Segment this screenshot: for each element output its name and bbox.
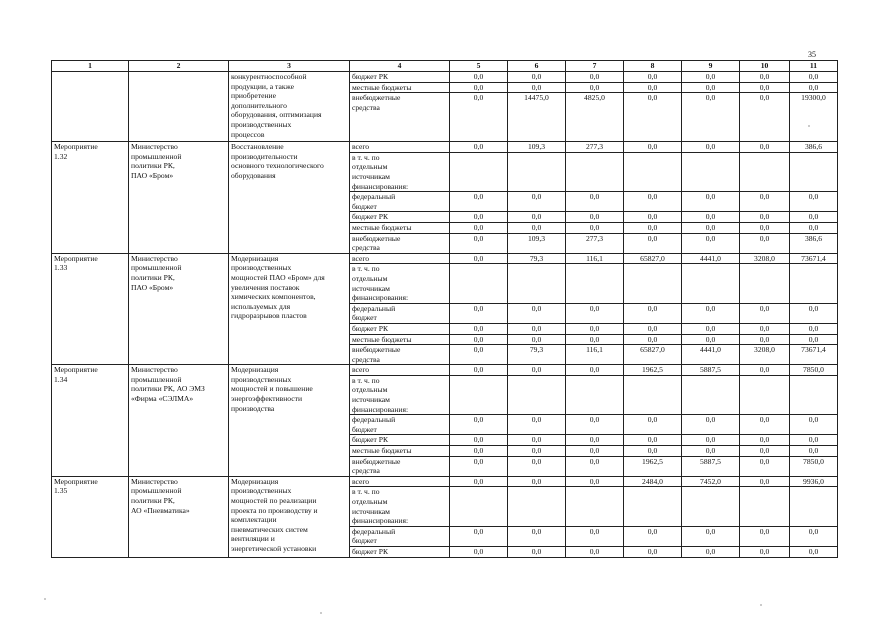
column-header: 6 [508,61,566,72]
amount-cell: 0,0 [740,72,790,83]
amount-cell: 0,0 [740,547,790,558]
scan-speck [320,612,322,614]
amount-cell: 0,0 [508,334,566,345]
measure-cell [52,72,129,142]
description-cell: Модернизация производственных мощностей по реализации проекта по производству и комплектации пневматических систем вентиляции и энергетической установки [229,476,350,557]
amount-cell: 0,0 [682,212,740,223]
funding-source-cell: внебюджетные средства [350,345,450,365]
column-header: 5 [450,61,508,72]
amount-cell [682,375,740,414]
amount-cell: 0,0 [566,222,624,233]
funding-source-cell: бюджет РК [350,435,450,446]
amount-cell [790,152,838,191]
amount-cell [508,487,566,526]
amount-cell: 0,0 [624,192,682,212]
amount-cell [508,152,566,191]
amount-cell: 0,0 [566,72,624,83]
amount-cell [450,152,508,191]
funding-source-cell: местные бюджеты [350,334,450,345]
amount-cell: 0,0 [450,72,508,83]
amount-cell: 5887,5 [682,365,740,376]
amount-cell [450,375,508,414]
amount-cell [508,375,566,414]
amount-cell: 0,0 [566,435,624,446]
amount-cell: 0,0 [508,435,566,446]
funding-source-cell: в т. ч. по отдельным источникам финансирования: [350,264,450,303]
amount-cell [682,152,740,191]
column-header: 10 [740,61,790,72]
amount-cell [566,264,624,303]
column-header: 9 [682,61,740,72]
amount-cell: 0,0 [450,456,508,476]
amount-cell: 0,0 [682,415,740,435]
funding-source-cell: в т. ч. по отдельным источникам финансирования: [350,375,450,414]
amount-cell: 0,0 [450,345,508,365]
funding-source-cell: федеральный бюджет [350,303,450,323]
amount-cell: 0,0 [740,415,790,435]
column-header: 3 [229,61,350,72]
amount-cell: 0,0 [682,192,740,212]
amount-cell: 0,0 [624,72,682,83]
amount-cell [450,487,508,526]
amount-cell: 0,0 [566,323,624,334]
amount-cell [740,152,790,191]
amount-cell: 0,0 [566,212,624,223]
amount-cell: 7850,0 [790,456,838,476]
amount-cell: 0,0 [682,142,740,153]
amount-cell: 0,0 [624,323,682,334]
amount-cell: 0,0 [740,303,790,323]
executor-cell: Министерство промышленной политики РК, АО «Пневматика» [129,476,229,557]
amount-cell: 0,0 [682,435,740,446]
amount-cell: 0,0 [566,446,624,457]
amount-cell: 14475,0 [508,93,566,142]
column-header: 11 [790,61,838,72]
measure-cell: Мероприятие 1.35 [52,476,129,557]
amount-cell: 1962,5 [624,365,682,376]
amount-cell: 4825,0 [566,93,624,142]
amount-cell: 5887,5 [682,456,740,476]
amount-cell: 0,0 [790,303,838,323]
amount-cell: 0,0 [450,476,508,487]
amount-cell: 0,0 [790,435,838,446]
amount-cell: 0,0 [450,93,508,142]
amount-cell: 0,0 [450,415,508,435]
funding-source-cell: местные бюджеты [350,446,450,457]
amount-cell [450,264,508,303]
amount-cell: 0,0 [624,93,682,142]
header-row [52,61,838,72]
amount-cell: 0,0 [566,82,624,93]
table-row [52,476,838,487]
amount-cell [790,375,838,414]
amount-cell: 0,0 [740,233,790,253]
funding-source-cell: бюджет РК [350,547,450,558]
amount-cell: 0,0 [508,212,566,223]
amount-cell: 0,0 [624,222,682,233]
amount-cell: 0,0 [508,365,566,376]
amount-cell: 73671,4 [790,253,838,264]
funding-source-cell: бюджет РК [350,323,450,334]
amount-cell: 0,0 [566,547,624,558]
amount-cell: 0,0 [508,415,566,435]
amount-cell: 0,0 [566,415,624,435]
funding-source-cell: в т. ч. по отдельным источникам финансирования: [350,152,450,191]
amount-cell: 0,0 [740,334,790,345]
amount-cell: 109,3 [508,233,566,253]
amount-cell: 0,0 [450,233,508,253]
amount-cell: 65827,0 [624,345,682,365]
amount-cell: 109,3 [508,142,566,153]
amount-cell: 0,0 [682,222,740,233]
amount-cell: 0,0 [740,323,790,334]
amount-cell: 79,3 [508,253,566,264]
amount-cell [740,264,790,303]
amount-cell [682,264,740,303]
amount-cell: 0,0 [450,446,508,457]
funding-source-cell: федеральный бюджет [350,192,450,212]
amount-cell: 0,0 [566,456,624,476]
amount-cell: 0,0 [624,303,682,323]
amount-cell: 277,3 [566,233,624,253]
table-row [52,72,838,83]
amount-cell: 65827,0 [624,253,682,264]
amount-cell: 79,3 [508,345,566,365]
amount-cell: 0,0 [740,476,790,487]
amount-cell: 0,0 [790,323,838,334]
amount-cell: 0,0 [740,435,790,446]
scan-speck [44,598,46,600]
amount-cell: 0,0 [450,142,508,153]
amount-cell: 0,0 [450,323,508,334]
amount-cell [624,487,682,526]
amount-cell: 0,0 [450,212,508,223]
column-header: 2 [129,61,229,72]
amount-cell: 1962,5 [624,456,682,476]
funding-source-cell: федеральный бюджет [350,526,450,546]
amount-cell: 7452,0 [682,476,740,487]
amount-cell: 2484,0 [624,476,682,487]
amount-cell [566,152,624,191]
amount-cell: 3208,0 [740,253,790,264]
amount-cell: 0,0 [566,476,624,487]
table-row [52,365,838,376]
amount-cell: 0,0 [450,192,508,212]
amount-cell: 0,0 [740,212,790,223]
amount-cell: 7850,0 [790,365,838,376]
amount-cell [624,264,682,303]
funding-source-cell: бюджет РК [350,72,450,83]
amount-cell: 0,0 [624,82,682,93]
amount-cell: 3208,0 [740,345,790,365]
amount-cell: 0,0 [566,526,624,546]
amount-cell: 0,0 [624,334,682,345]
amount-cell: 0,0 [508,222,566,233]
measure-cell: Мероприятие 1.34 [52,365,129,477]
amount-cell: 0,0 [508,82,566,93]
amount-cell: 386,6 [790,142,838,153]
amount-cell: 0,0 [682,72,740,83]
amount-cell: 0,0 [508,303,566,323]
amount-cell [624,375,682,414]
amount-cell: 9936,0 [790,476,838,487]
amount-cell [740,375,790,414]
amount-cell: 0,0 [624,547,682,558]
description-cell: Модернизация производственных мощностей и повышение энергоэффективности производства [229,365,350,477]
amount-cell: 4441,0 [682,345,740,365]
amount-cell: 0,0 [508,446,566,457]
amount-cell [682,487,740,526]
amount-cell: 73671,4 [790,345,838,365]
amount-cell: 0,0 [624,446,682,457]
funding-source-cell: в т. ч. по отдельным источникам финансирования: [350,487,450,526]
amount-cell: 0,0 [790,415,838,435]
scan-speck [760,604,762,606]
amount-cell: 0,0 [740,192,790,212]
amount-cell: 0,0 [740,365,790,376]
description-cell: Восстановление производительности основного технологического оборудования [229,142,350,254]
amount-cell: 0,0 [790,72,838,83]
funding-source-cell: внебюджетные средства [350,93,450,142]
measure-cell: Мероприятие 1.32 [52,142,129,254]
amount-cell: 0,0 [790,526,838,546]
table-row [52,253,838,264]
amount-cell: 0,0 [682,526,740,546]
amount-cell: 116,1 [566,345,624,365]
funding-source-cell: всего [350,142,450,153]
amount-cell: 19300,0 [790,93,838,142]
amount-cell: 0,0 [450,253,508,264]
description-cell: Модернизация производственных мощностей ПАО «Бром» для увеличения поставок химических компонентов, используемых для гидроразрывов пластов [229,253,350,365]
amount-cell: 0,0 [682,334,740,345]
amount-cell: 0,0 [624,233,682,253]
table-body [52,72,838,558]
amount-cell [624,152,682,191]
amount-cell: 0,0 [682,547,740,558]
funding-table [51,60,838,558]
column-header: 1 [52,61,129,72]
amount-cell: 0,0 [790,212,838,223]
description-cell: конкурентноспособной продукции, а также приобретение дополнительного оборудования, оптимизация производственных процессов [229,72,350,142]
amount-cell: 0,0 [450,82,508,93]
table-row [52,142,838,153]
amount-cell: 0,0 [624,435,682,446]
amount-cell: 386,6 [790,233,838,253]
amount-cell: 0,0 [566,303,624,323]
funding-source-cell: внебюджетные средства [350,233,450,253]
amount-cell: 0,0 [566,365,624,376]
funding-source-cell: всего [350,365,450,376]
amount-cell: 0,0 [624,526,682,546]
amount-cell: 0,0 [624,142,682,153]
amount-cell: 0,0 [790,222,838,233]
amount-cell [566,375,624,414]
funding-source-cell: местные бюджеты [350,222,450,233]
amount-cell: 0,0 [682,323,740,334]
amount-cell: 0,0 [566,334,624,345]
amount-cell: 0,0 [790,547,838,558]
amount-cell [790,264,838,303]
executor-cell: Министерство промышленной политики РК, АО ЭМЗ «Фирма «СЭЛМА» [129,365,229,477]
amount-cell: 0,0 [682,233,740,253]
scan-speck [808,125,810,127]
executor-cell [129,72,229,142]
amount-cell: 0,0 [740,93,790,142]
amount-cell: 0,0 [508,323,566,334]
amount-cell: 0,0 [450,526,508,546]
executor-cell: Министерство промышленной политики РК, ПАО «Бром» [129,253,229,365]
amount-cell: 0,0 [790,334,838,345]
amount-cell: 0,0 [740,446,790,457]
funding-source-cell: местные бюджеты [350,82,450,93]
amount-cell [566,487,624,526]
column-header: 4 [350,61,450,72]
amount-cell: 0,0 [624,212,682,223]
amount-cell: 0,0 [682,82,740,93]
amount-cell: 0,0 [508,526,566,546]
funding-source-cell: внебюджетные средства [350,456,450,476]
amount-cell: 0,0 [682,446,740,457]
amount-cell [740,487,790,526]
amount-cell: 0,0 [450,222,508,233]
amount-cell: 0,0 [682,93,740,142]
amount-cell: 0,0 [508,456,566,476]
amount-cell: 277,3 [566,142,624,153]
funding-source-cell: всего [350,253,450,264]
amount-cell [790,487,838,526]
amount-cell: 0,0 [740,526,790,546]
funding-source-cell: всего [350,476,450,487]
amount-cell: 0,0 [450,303,508,323]
amount-cell: 0,0 [508,476,566,487]
funding-source-cell: бюджет РК [350,212,450,223]
amount-cell: 0,0 [450,365,508,376]
amount-cell: 0,0 [508,547,566,558]
amount-cell: 0,0 [566,192,624,212]
column-header: 7 [566,61,624,72]
amount-cell: 0,0 [740,456,790,476]
executor-cell: Министерство промышленной политики РК, ПАО «Бром» [129,142,229,254]
amount-cell: 0,0 [740,82,790,93]
amount-cell: 116,1 [566,253,624,264]
amount-cell [508,264,566,303]
amount-cell: 0,0 [508,192,566,212]
amount-cell: 0,0 [624,415,682,435]
amount-cell: 0,0 [450,547,508,558]
page-number: 35 [808,50,816,59]
amount-cell: 0,0 [790,82,838,93]
column-header: 8 [624,61,682,72]
amount-cell: 0,0 [790,192,838,212]
measure-cell: Мероприятие 1.33 [52,253,129,365]
amount-cell: 0,0 [508,72,566,83]
amount-cell: 0,0 [682,303,740,323]
amount-cell: 0,0 [740,142,790,153]
amount-cell: 0,0 [450,435,508,446]
amount-cell: 0,0 [450,334,508,345]
amount-cell: 0,0 [790,446,838,457]
amount-cell: 0,0 [740,222,790,233]
funding-source-cell: федеральный бюджет [350,415,450,435]
amount-cell: 4441,0 [682,253,740,264]
